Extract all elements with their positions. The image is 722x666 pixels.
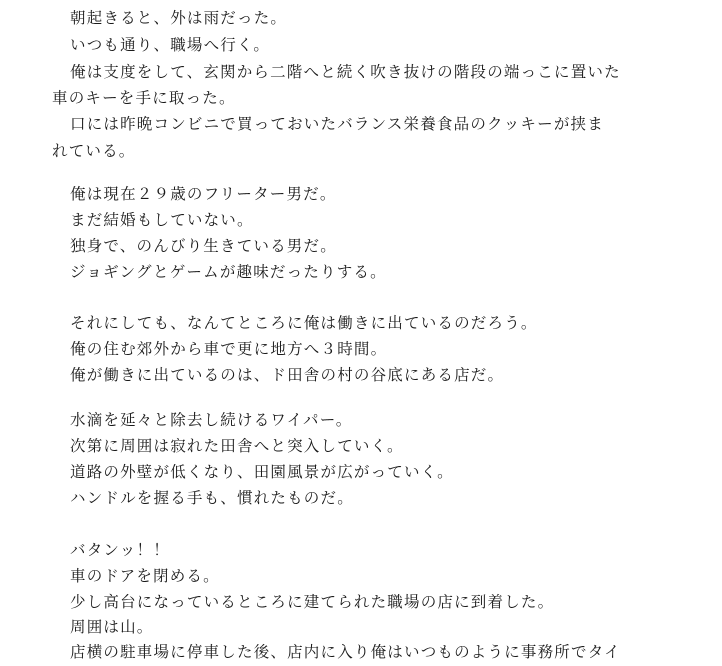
text-line: ハンドルを握る手も、慣れたものだ。	[70, 489, 354, 507]
text-line: 俺が働きに出ているのは、ド田舎の村の谷底にある店だ。	[70, 366, 505, 384]
text-line: それにしても、なんてところに俺は働きに出ているのだろう。	[70, 314, 538, 332]
text-line: 俺の住む郊外から車で更に地方へ３時間。	[70, 340, 388, 358]
text-line: いつも通り、職場へ行く。	[70, 36, 271, 54]
text-line: 俺は支度をして、玄関から二階へと続く吹き抜けの階段の端っこに置いた	[70, 63, 621, 81]
text-line: 独身で、のんびり生きている男だ。	[70, 237, 337, 255]
text-line: ジョギングとゲームが趣味だったりする。	[70, 263, 387, 281]
text-line: 店横の駐車場に停車した後、店内に入り俺はいつものように事務所でタイ	[70, 643, 621, 661]
text-line: 道路の外壁が低くなり、田園風景が広がっていく。	[70, 463, 454, 481]
text-line: 俺は現在２９歳のフリーター男だ。	[70, 185, 337, 203]
text-line: れている。	[52, 142, 136, 160]
text-line: 車のキーを手に取った。	[52, 89, 236, 107]
text-line: 朝起きると、外は雨だった。	[70, 9, 288, 27]
text-line: 車のドアを閉める。	[70, 567, 220, 585]
text-line: 周囲は山。	[70, 618, 154, 636]
text-line: バタンッ！！	[70, 541, 170, 559]
text-line: まだ結婚もしていない。	[70, 211, 254, 229]
text-line: 口には昨晩コンビニで買っておいたバランス栄養食品のクッキーが挟ま	[70, 115, 604, 133]
text-line: 次第に周囲は寂れた田舎へと突入していく。	[70, 437, 404, 455]
text-line: 水滴を延々と除去し続けるワイパー。	[70, 411, 353, 429]
text-line: 少し高台になっているところに建てられた職場の店に到着した。	[70, 593, 555, 611]
